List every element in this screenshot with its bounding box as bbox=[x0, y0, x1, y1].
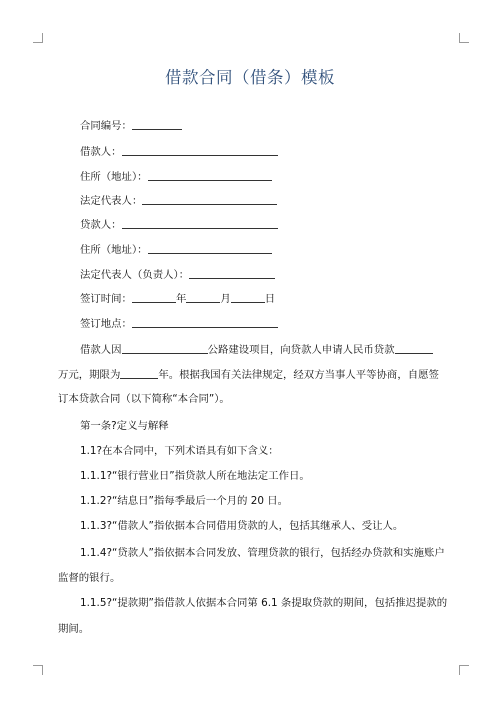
crop-mark-top-left bbox=[33, 33, 43, 43]
sign-day-label: 日 bbox=[264, 293, 276, 305]
clause-1-1-2: 1.1.2?“结息日”指每季最后一个月的 20 日。 bbox=[80, 495, 289, 507]
sign-place-label: 签订地点： bbox=[80, 318, 132, 330]
borrower-rep-field bbox=[80, 192, 277, 207]
sign-place-field bbox=[80, 315, 278, 330]
loan-term-blank[interactable] bbox=[120, 367, 158, 379]
borrower-label: 借款人： bbox=[80, 146, 122, 158]
document-title: 借款合同（借条）模板 bbox=[165, 68, 335, 87]
borrower-address-blank[interactable] bbox=[148, 169, 272, 181]
sign-year-label: 年 bbox=[175, 293, 187, 305]
lender-address-field bbox=[80, 241, 272, 256]
sign-month-blank[interactable] bbox=[186, 291, 220, 303]
loan-amount-blank[interactable] bbox=[395, 342, 433, 354]
sign-place-blank[interactable] bbox=[132, 316, 278, 328]
lender-blank[interactable] bbox=[122, 217, 278, 229]
lender-rep-field bbox=[80, 266, 275, 281]
sign-month-label: 月 bbox=[220, 293, 231, 305]
lender-rep-blank[interactable] bbox=[189, 267, 275, 279]
clause-1-1-5-line-1: 1.1.5?“提款期”指借款人依据本合同第 6.1 条提取贷款的期间，包括推迟提款的 bbox=[80, 597, 448, 609]
crop-mark-bottom-right bbox=[459, 665, 469, 675]
sign-year-blank[interactable] bbox=[132, 291, 176, 303]
borrower-blank[interactable] bbox=[122, 144, 278, 156]
sign-time-field bbox=[80, 290, 275, 305]
borrower-rep-label: 法定代表人： bbox=[80, 195, 143, 207]
borrower-field bbox=[80, 143, 278, 158]
clause-1-1-4-line-1: 1.1.4?“贷款人”指依据本合同发放、管理贷款的银行，包括经办贷款和实施账户 bbox=[80, 547, 445, 559]
section-1-heading: 第一条?定义与解释 bbox=[80, 420, 169, 432]
intro-line-2: 万元，期限为 年。根据我国有关法律规定，经双方当事人平等协商，自愿签 bbox=[58, 369, 439, 381]
crop-mark-bottom-left bbox=[33, 665, 43, 675]
clause-1-1-1: 1.1.1?“银行营业日”指贷款人所在地法定工作日。 bbox=[80, 470, 310, 482]
borrower-rep-blank[interactable] bbox=[142, 193, 277, 205]
intro-line-3: 订本贷款合同（以下简称“本合同”）。 bbox=[58, 393, 230, 405]
contract-number-field bbox=[80, 117, 182, 132]
lender-address-blank[interactable] bbox=[148, 242, 272, 254]
contract-number-blank[interactable] bbox=[132, 118, 182, 130]
clause-1-1: 1.1?在本合同中，下列术语具有如下含义： bbox=[80, 445, 279, 457]
lender-rep-label: 法定代表人（负责人）： bbox=[80, 269, 190, 281]
project-name-blank[interactable] bbox=[122, 342, 208, 354]
intro-line-1: 借款人因 公路建设项目，向贷款人申请人民币贷款 bbox=[80, 341, 438, 356]
lender-field bbox=[80, 216, 278, 231]
sign-time-label: 签订时间： bbox=[80, 293, 132, 305]
sign-day-blank[interactable] bbox=[231, 291, 265, 303]
clause-1-1-3: 1.1.3?“借款人”指依据本合同借用贷款的人，包括其继承人、受让人。 bbox=[80, 520, 404, 532]
contract-number-label: 合同编号： bbox=[80, 120, 132, 132]
lender-label: 贷款人： bbox=[80, 219, 122, 231]
borrower-address-field bbox=[80, 168, 272, 183]
lender-address-label: 住所（地址）： bbox=[80, 244, 148, 256]
clause-1-1-4-line-2: 监督的银行。 bbox=[58, 572, 121, 584]
crop-mark-top-right bbox=[459, 33, 469, 43]
borrower-address-label: 住所（地址）： bbox=[80, 171, 148, 183]
clause-1-1-5-line-2: 期间。 bbox=[58, 623, 90, 635]
